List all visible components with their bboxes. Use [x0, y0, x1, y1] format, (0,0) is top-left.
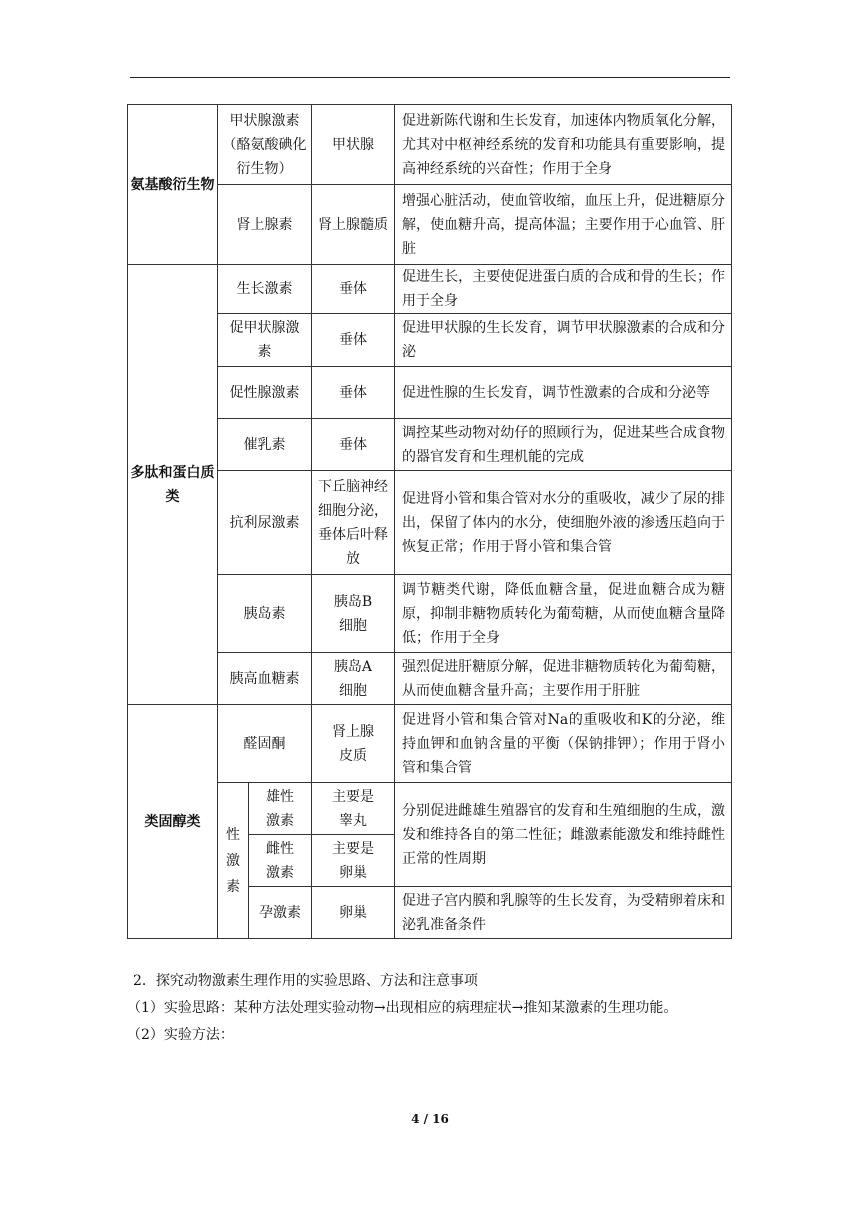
table-row [128, 653, 732, 705]
paragraph-line: （2）实验方法： [127, 1027, 234, 1043]
hormone-name: 生长激素 [218, 265, 312, 314]
table-row [128, 265, 732, 314]
category-cell: 多肽和蛋白质类 [128, 265, 218, 705]
gland-name: 下丘脑神经细胞分泌，垂体后叶释放 [312, 471, 395, 575]
table-row [128, 575, 732, 653]
gland-name: 胰岛B细胞 [312, 575, 395, 653]
hormone-name: 促甲状腺激素 [218, 314, 312, 367]
category-cell: 氨基酸衍生物 [128, 105, 218, 265]
table-row [128, 705, 732, 783]
header-rule [130, 77, 730, 78]
hormone-name: 甲状腺激素（酪氨酸碘化衍生物） [218, 105, 312, 185]
hormone-name: 孕激素 [249, 887, 312, 939]
gland-name: 胰岛A细胞 [312, 653, 395, 705]
hormone-function: 促进性腺的生长发育，调节性激素的合成和分泌等 [395, 367, 732, 419]
gland-name: 甲状腺 [312, 105, 395, 185]
table-row [128, 367, 732, 419]
table-row [128, 419, 732, 471]
hormone-name: 雄性激素 [249, 783, 312, 835]
table-row [128, 783, 732, 835]
hormone-function: 促进甲状腺的生长发育，调节甲状腺激素的合成和分泌 [395, 314, 732, 367]
hormone-function: 促进肾小管和集合管对Na的重吸收和K的分泌，维持血钾和血钠含量的平衡（保钠排钾）；作用于肾小管和集合管 [395, 705, 732, 783]
hormone-function: 促进子宫内膜和乳腺等的生长发育，为受精卵着床和泌乳准备条件 [395, 887, 732, 939]
gland-name: 卵巢 [312, 887, 395, 939]
hormone-function: 促进生长，主要使促进蛋白质的合成和骨的生长；作用于全身 [395, 265, 732, 314]
hormone-name: 醛固酮 [218, 705, 312, 783]
category-cell: 类固醇类 [128, 705, 218, 939]
hormone-function: 促进新陈代谢和生长发育，加速体内物质氧化分解，尤其对中枢神经系统的发育和功能具有重要影响，提高神经系统的兴奋性；作用于全身 [395, 105, 732, 185]
gland-name: 肾上腺髓质 [312, 185, 395, 265]
hormone-name: 促性腺激素 [218, 367, 312, 419]
table-row [128, 185, 732, 265]
gland-name: 肾上腺皮质 [312, 705, 395, 783]
hormone-function: 促进肾小管和集合管对水分的重吸收，减少了尿的排出，保留了体内的水分，使细胞外液的渗透压趋向于恢复正常；作用于肾小管和集合管 [395, 471, 732, 575]
table-row [128, 471, 732, 575]
sex-hormone-label-cell [218, 783, 249, 939]
hormone-function: 强烈促进肝糖原分解，促进非糖物质转化为葡萄糖，从而使血糖含量升高；主要作用于肝脏 [395, 653, 732, 705]
page-number: 4 / 16 [411, 1112, 449, 1126]
hormone-table [127, 104, 732, 939]
gland-name: 垂体 [312, 419, 395, 471]
hormone-name: 胰岛素 [218, 575, 312, 653]
hormone-name: 肾上腺素 [218, 185, 312, 265]
table-row [128, 105, 732, 185]
hormone-function: 分别促进雌雄生殖器官的发育和生殖细胞的生成，激发和维持各自的第二性征；雌激素能激发和维持雌性正常的性周期 [395, 783, 732, 887]
gland-name: 垂体 [312, 314, 395, 367]
gland-name: 垂体 [312, 367, 395, 419]
gland-name: 主要是睾丸 [312, 783, 395, 835]
hormone-function: 增强心脏活动，使血管收缩，血压上升，促进糖原分解，使血糖升高，提高体温；主要作用于心血管、肝脏 [395, 185, 732, 265]
table-row [128, 314, 732, 367]
section-heading: 2．探究动物激素生理作用的实验思路、方法和注意事项 [133, 973, 478, 989]
paragraph-line: （1）实验思路：某种方法处理实验动物→出现相应的病理症状→推知某激素的生理功能。 [127, 1000, 678, 1016]
gland-name: 主要是卵巢 [312, 835, 395, 887]
sex-hormone-label: 性激素 [226, 826, 240, 895]
hormone-function: 调控某些动物对幼仔的照顾行为，促进某些合成食物的器官发育和生理机能的完成 [395, 419, 732, 471]
hormone-function: 调节糖类代谢，降低血糖含量，促进血糖合成为糖原，抑制非糖物质转化为葡萄糖，从而使血糖含量降低；作用于全身 [395, 575, 732, 653]
hormone-name: 雌性激素 [249, 835, 312, 887]
hormone-name: 催乳素 [218, 419, 312, 471]
hormone-name: 抗利尿激素 [218, 471, 312, 575]
gland-name: 垂体 [312, 265, 395, 314]
hormone-name: 胰高血糖素 [218, 653, 312, 705]
